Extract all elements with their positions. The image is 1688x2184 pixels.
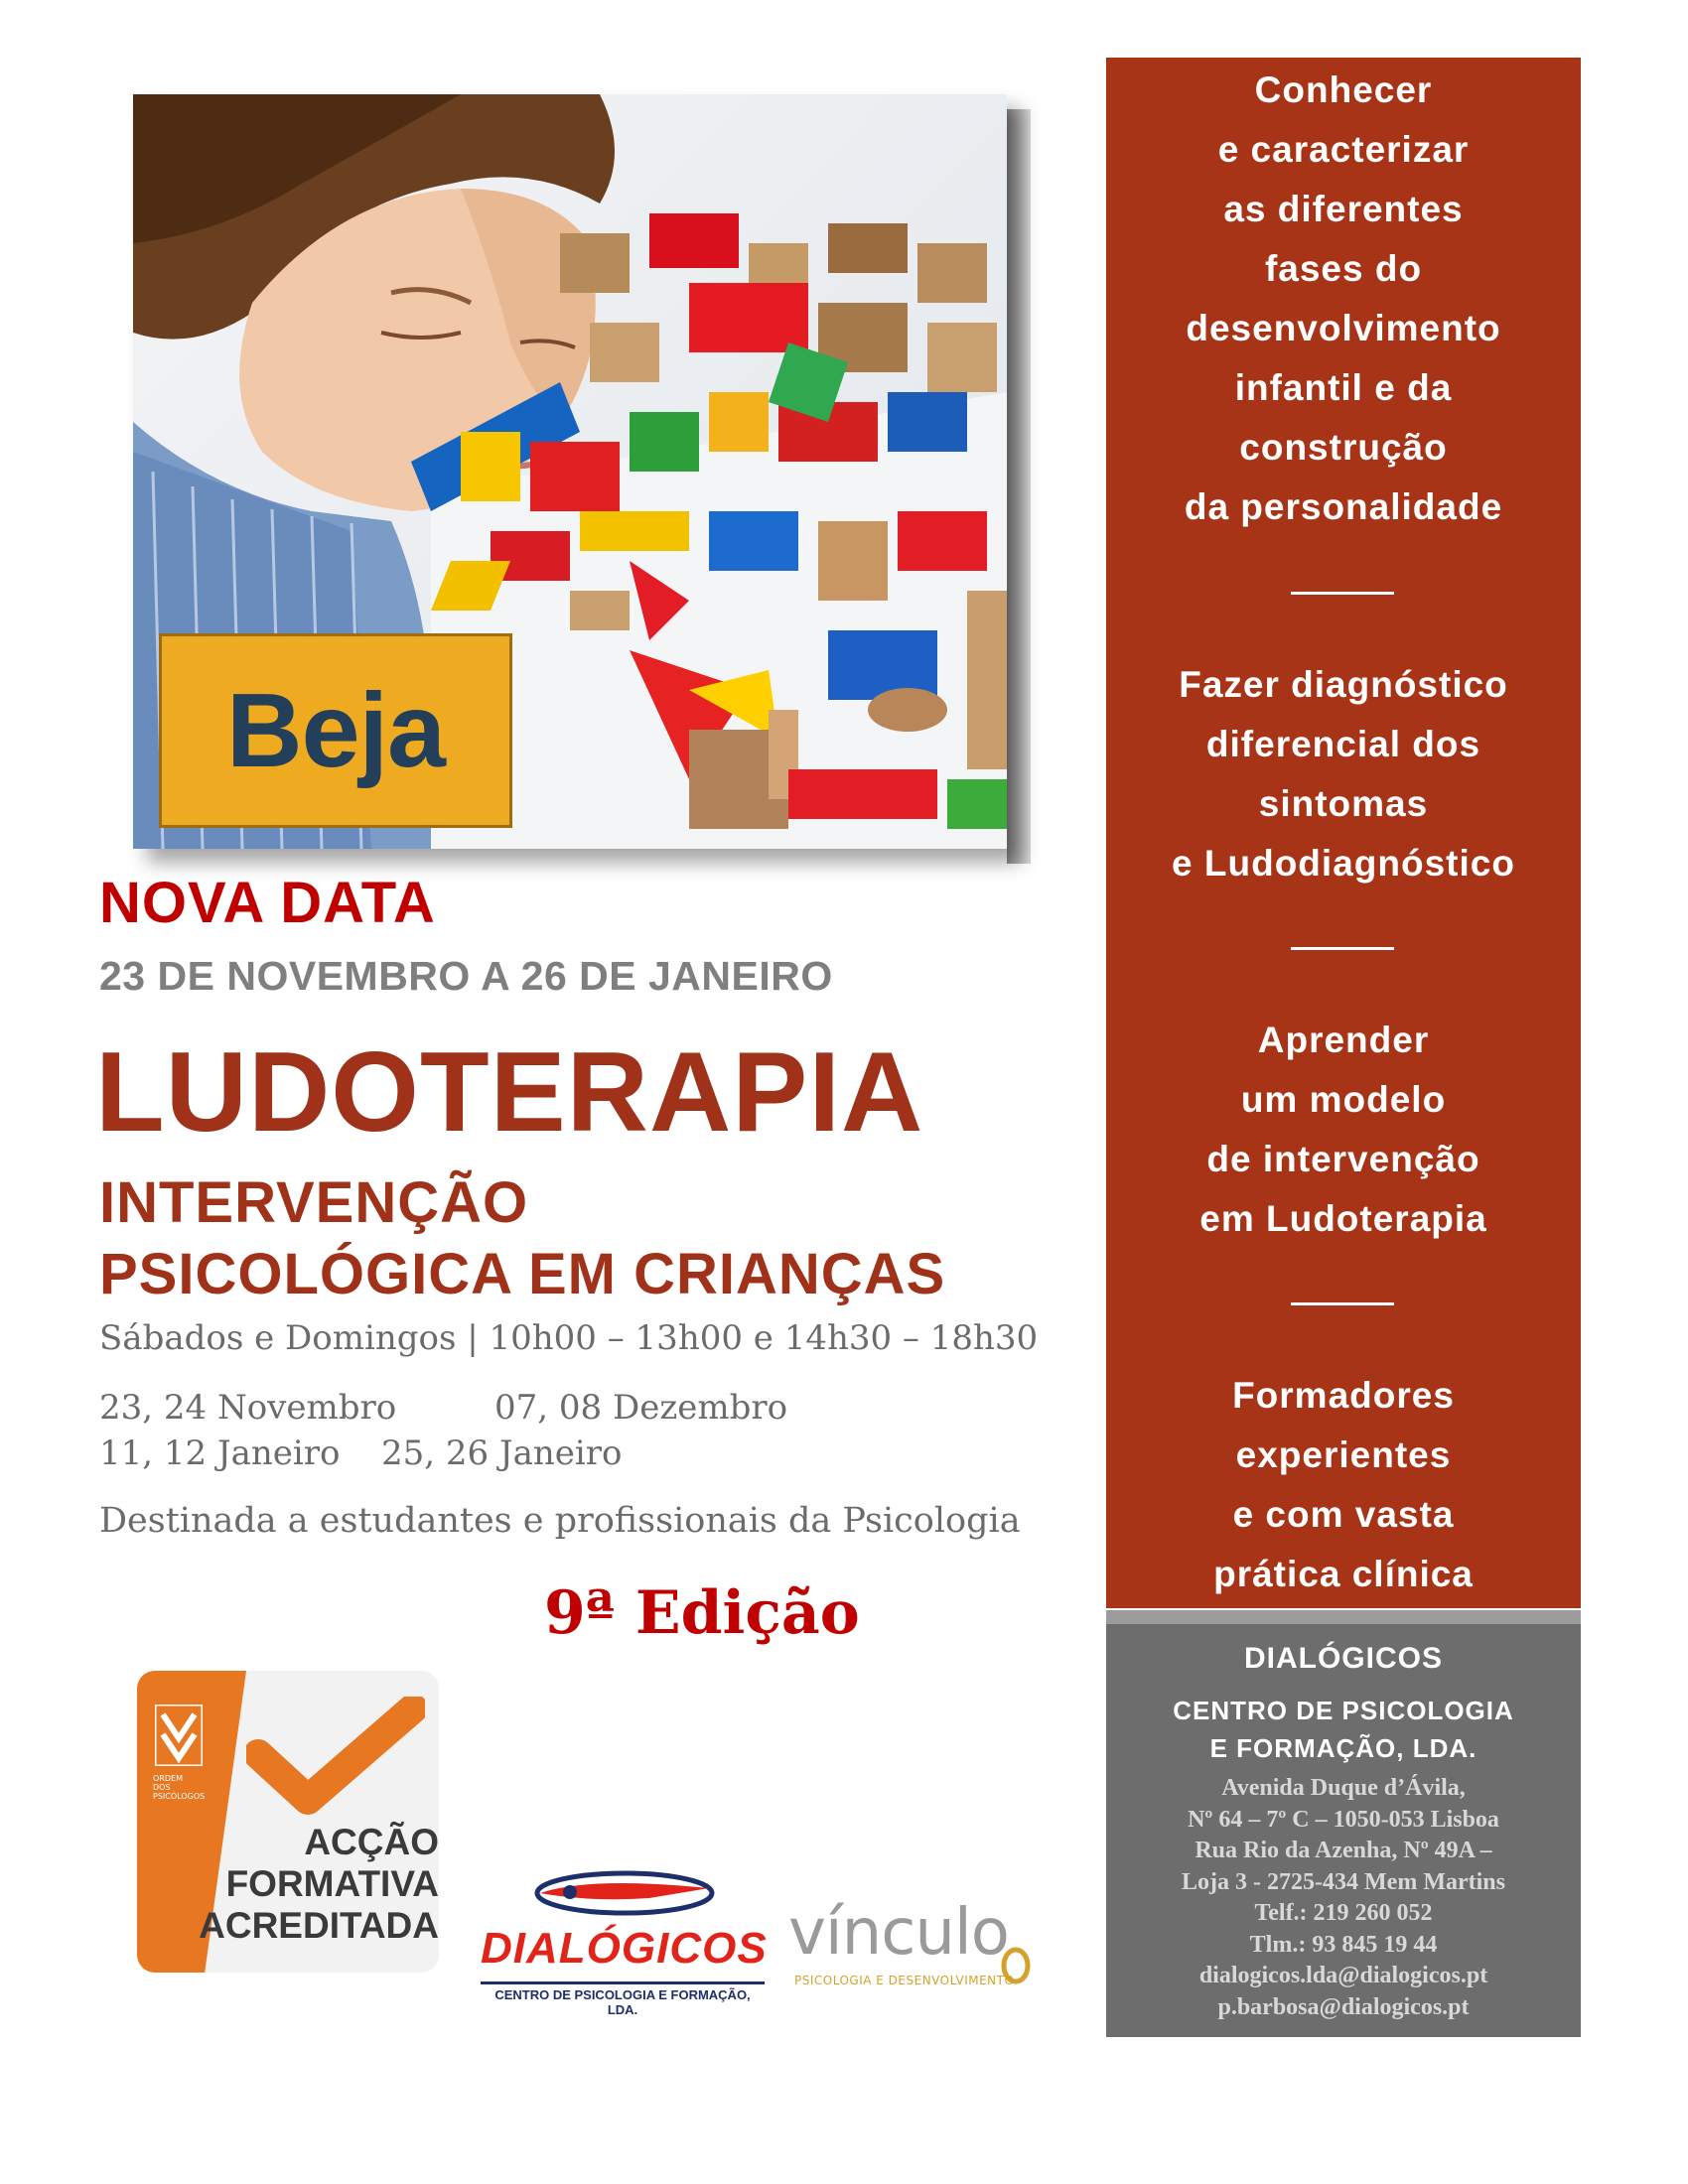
- session-date: 23, 24 Novembro: [99, 1388, 397, 1428]
- objective-line: um modelo: [1240, 1079, 1447, 1120]
- objective-line: as diferentes: [1223, 189, 1464, 229]
- ordem-psicologos-logo-icon: [155, 1705, 203, 1766]
- location-label: [159, 633, 512, 828]
- vinculo-tagline: PSICOLOGIA E DESENVOLVIMENTO: [794, 1974, 1015, 1987]
- section-divider: [1291, 592, 1394, 595]
- objective-line: e Ludodiagnóstico: [1172, 843, 1515, 884]
- address-line: Rua Rio da Azenha, Nº 49A –: [1195, 1838, 1492, 1863]
- mobile-line: Tlm.: 93 845 19 44: [1249, 1931, 1438, 1958]
- objective-line: e com vasta: [1232, 1494, 1455, 1535]
- vinculo-wordmark: vínculo: [788, 1896, 1009, 1970]
- contact-company-description: [1106, 1692, 1581, 1767]
- session-date: 07, 08 Dezembro: [494, 1388, 788, 1428]
- address-line: Nº 64 – 7º C – 1050-053 Lisboa: [1188, 1806, 1499, 1833]
- checkmark-icon: [246, 1697, 425, 1816]
- new-date-heading: NOVA DATA: [99, 871, 436, 935]
- objective-line: experientes: [1235, 1434, 1452, 1475]
- photo-shadow: [1007, 109, 1031, 864]
- dialogicos-emblem-icon: [530, 1868, 719, 1918]
- objective-line: da personalidade: [1184, 486, 1503, 527]
- contact-company-name: DIALÓGICOS: [1243, 1642, 1443, 1675]
- objective-line: Aprender: [1257, 1020, 1430, 1060]
- company-line: CENTRO DE PSICOLOGIA: [1173, 1696, 1514, 1725]
- objective-block: [1106, 61, 1581, 537]
- edition-number: 9ª Edição: [544, 1578, 860, 1648]
- objective-line: e caracterizar: [1217, 129, 1470, 170]
- objective-line: em Ludoterapia: [1199, 1198, 1487, 1239]
- objective-line: sintomas: [1258, 783, 1429, 824]
- badge-line: ACÇÃO: [304, 1822, 439, 1862]
- course-subtitle-line1: INTERVENÇÃO: [99, 1170, 529, 1235]
- objective-line: diferencial dos: [1205, 724, 1481, 764]
- section-divider: [1291, 1302, 1394, 1305]
- objectives-column: [1106, 58, 1581, 1608]
- contact-details: [1106, 1773, 1581, 2023]
- target-audience: Destinada a estudantes e profissionais da Psicologia: [99, 1501, 1021, 1541]
- session-date: 11, 12 Janeiro: [99, 1433, 341, 1473]
- badge-line: ACREDITADA: [199, 1905, 439, 1946]
- column-separator: [1106, 1610, 1581, 1624]
- dialogicos-logo: [481, 1866, 768, 2017]
- objective-line: Conhecer: [1254, 69, 1433, 110]
- objective-line: Fazer diagnóstico: [1179, 664, 1508, 705]
- dialogicos-wordmark: DIALÓGICOS: [481, 1924, 768, 1973]
- location-label-text: Beja: [226, 671, 445, 789]
- company-line: E FORMAÇÃO, LDA.: [1209, 1733, 1477, 1763]
- objective-block: [1106, 1011, 1581, 1249]
- vinculo-logo: [788, 1896, 1047, 2005]
- course-title: LUDOTERAPIA: [95, 1029, 924, 1156]
- phone-line: Telf.: 219 260 052: [1254, 1900, 1433, 1926]
- email-link[interactable]: p.barbosa@dialogicos.pt: [1217, 1993, 1470, 2020]
- objective-line: fases do: [1264, 248, 1423, 289]
- schedule: Sábados e Domingos | 10h00 – 13h00 e 14h30 – 18h30: [99, 1318, 1039, 1358]
- contact-panel: [1106, 1624, 1581, 2037]
- objective-block: [1106, 1366, 1581, 1604]
- objective-line: infantil e da: [1234, 367, 1453, 408]
- objective-line: de intervenção: [1206, 1139, 1480, 1179]
- badge-logo-text: ORDEM DOS PSICÓLOGOS: [153, 1774, 206, 1801]
- address-line: Loja 3 - 2725-434 Mem Martins: [1182, 1868, 1505, 1895]
- session-date: 25, 26 Janeiro: [381, 1433, 623, 1473]
- email-link[interactable]: dialogicos.lda@dialogicos.pt: [1198, 1963, 1488, 1988]
- section-divider: [1291, 947, 1394, 950]
- date-range: 23 DE NOVEMBRO A 26 DE JANEIRO: [99, 953, 833, 999]
- badge-text: [157, 1822, 439, 1947]
- accreditation-badge: [137, 1671, 439, 1973]
- dialogicos-tagline: CENTRO DE PSICOLOGIA E FORMAÇÃO, LDA.: [481, 1981, 765, 2017]
- course-subtitle-line2: PSICOLÓGICA EM CRIANÇAS: [99, 1242, 946, 1306]
- address-line: Avenida Duque d’Ávila,: [1221, 1775, 1466, 1801]
- objective-block: [1106, 655, 1581, 893]
- objective-line: Formadores: [1232, 1375, 1455, 1416]
- badge-line: FORMATIVA: [225, 1863, 439, 1904]
- objective-line: desenvolvimento: [1186, 308, 1501, 348]
- objective-line: prática clínica: [1213, 1554, 1474, 1594]
- objective-line: construção: [1239, 427, 1448, 468]
